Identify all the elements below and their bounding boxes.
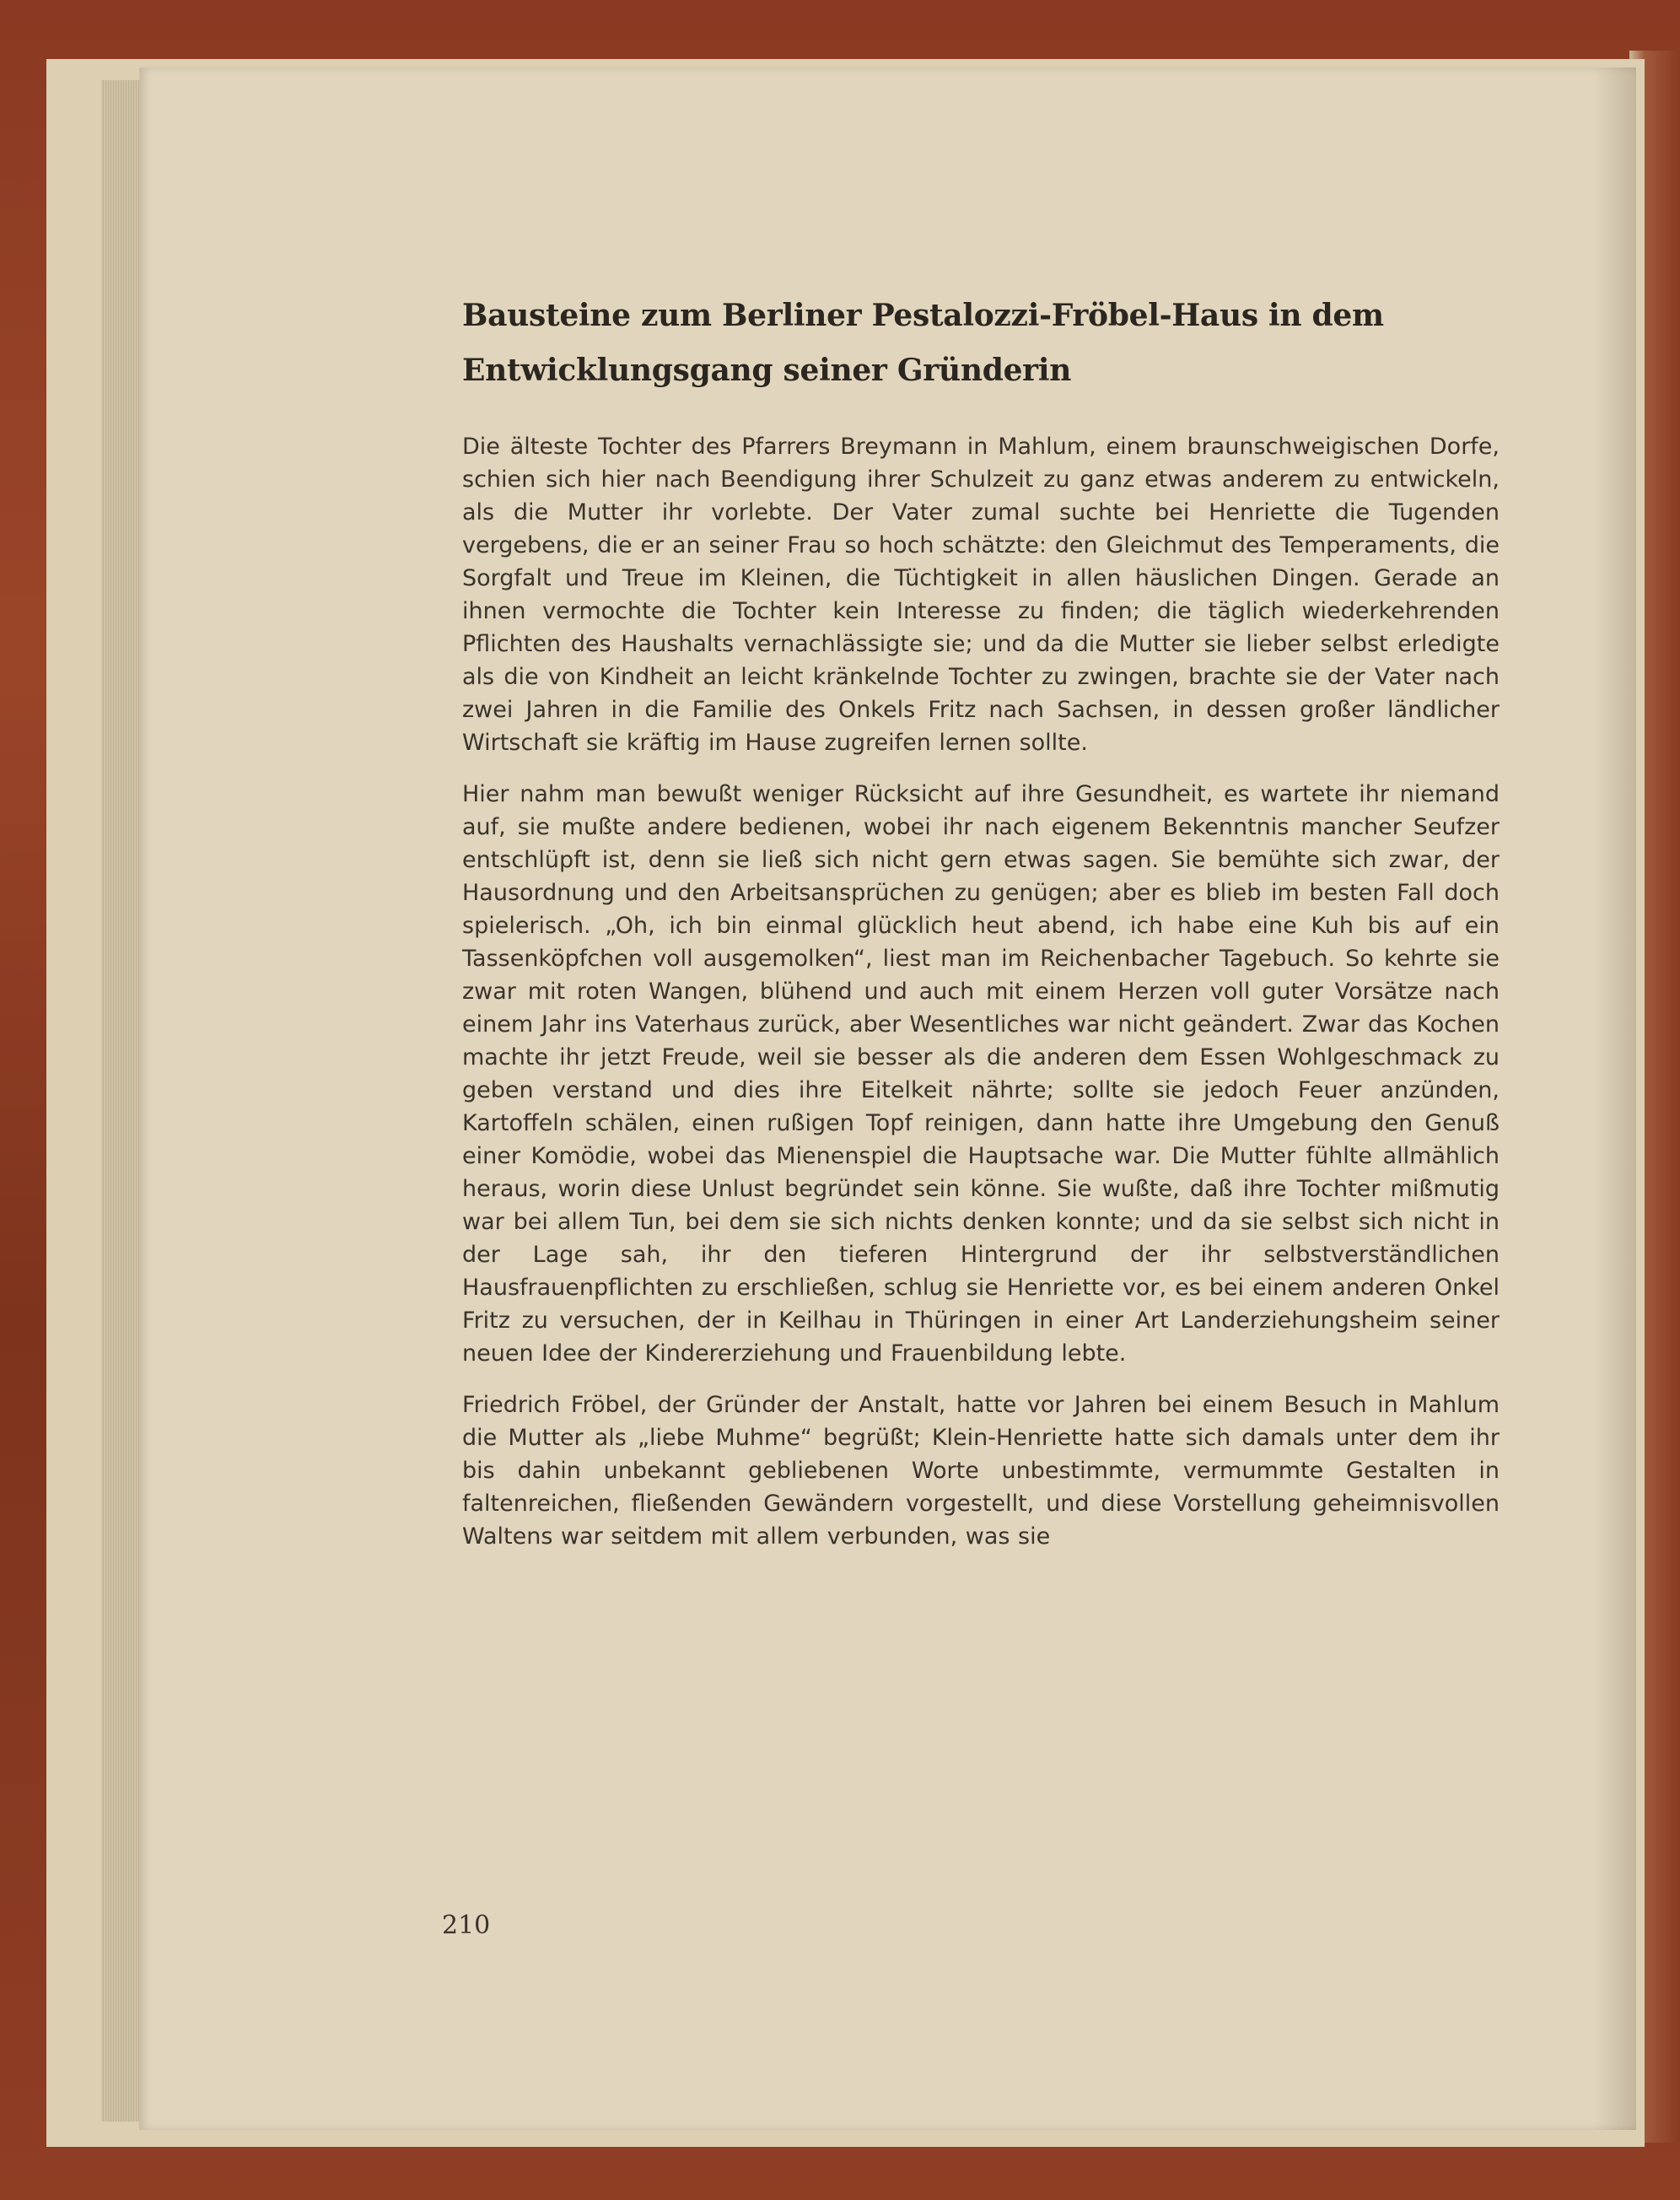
chapter-title-line-2: Entwicklungsgang seiner Gründerin — [462, 353, 1072, 388]
paragraph-1: Die älteste Tochter des Pfarrers Breymann in Mahlum, einem braunschweigischen Dorfe, schien sich hier nach Beendigung ihrer Schulzeit zu ganz etwas anderem zu entwickeln, als die Mutter ihr vorlebte. Der Vater zumal suchte bei Henriette die Tugenden vergebens, die er an seiner Frau so hoch schätzte: den Gleichmut des Temperaments, die Sorgfalt und Treue im Kleinen, die Tüchtigkeit in allen häuslichen Dingen. Gerade an ihnen vermochte die Tochter kein Interesse zu finden; die täglich wiederkehrenden Pflichten des Haushalts vernachlässigte sie; und da die Mutter sie lieber selbst erledigte als die von Kindheit an leicht kränkelnde Tochter zu zwingen, brachte sie der Vater nach zwei Jahren in die Familie des Onkels Fritz nach Sachsen, in dessen großer ländlicher Wirtschaft sie kräftig im Hause zugreifen lernen sollte. — [462, 434, 1500, 756]
paragraph-2: Hier nahm man bewußt weniger Rücksicht auf ihre Gesundheit, es wartete ihr niemand auf, sie mußte andere bedienen, wobei ihr nach eigenem Bekenntnis mancher Seufzer entschlüpft ist, denn sie ließ sich nicht gern etwas sagen. Sie bemühte sich zwar, der Hausordnung und den Arbeitsansprüchen zu genügen; aber es blieb im besten Fall doch spielerisch. „Oh, ich bin einmal glücklich heut abend, ich habe eine Kuh bis auf ein Tassenköpfchen voll ausgemolken“, liest man im Reichenbacher Tagebuch. So kehrte sie zwar mit roten Wangen, blühend und auch mit einem Herzen voll guter Vorsätze nach einem Jahr ins Vaterhaus zurück, aber Wesentliches war nicht geändert. Zwar das Kochen machte ihr jetzt Freude, weil sie besser als die anderen dem Essen Wohlgeschmack zu geben verstand und dies ihre Eitelkeit nährte; sollte sie jedoch Feuer anzünden, Kartoffeln schälen, einen rußigen Topf reinigen, dann hatte ihre Umgebung den Genuß einer Komödie, wobei das Mienenspiel die Hauptsache war. Die Mutter fühlte allmählich heraus, worin diese Unlust begründet sein könne. Sie wußte, daß ihre Tochter mißmutig war bei allem Tun, bei dem sie sich nichts denken konnte; und da sie selbst sich nicht in der Lage sah, ihr den tieferen Hintergrund der ihr selbstverständlichen Hausfrauenpflichten zu erschließen, schlug sie Henriette vor, es bei einem anderen Onkel Fritz zu versuchen, der in Keilhau in Thüringen in einer Art Landerziehungsheim seiner neuen Idee der Kindererziehung und Frauenbildung lebte. — [462, 781, 1500, 1367]
page-content — [462, 288, 1500, 1572]
chapter-title-line-1: Bausteine zum Berliner Pestalozzi-Fröbel-Haus in dem — [462, 298, 1384, 333]
chapter-title — [462, 288, 1500, 398]
gutter-shadow — [1594, 67, 1636, 2130]
page-number: 210 — [442, 1911, 491, 1940]
body-text — [462, 430, 1500, 1553]
paragraph-3: Friedrich Fröbel, der Gründer der Anstalt, hatte vor Jahren bei einem Besuch in Mahlum die Mutter als „liebe Muhme“ begrüßt; Klein-Henriette hatte sich damals unter dem ihr bis dahin unbekannt gebliebenen Worte unbestimmte, vermummte Gestalten in faltenreichen, fließenden Gewändern vorgestellt, und diese Vorstellung geheimnisvollen Waltens war seitdem mit allem verbunden, was sie — [462, 1392, 1500, 1550]
